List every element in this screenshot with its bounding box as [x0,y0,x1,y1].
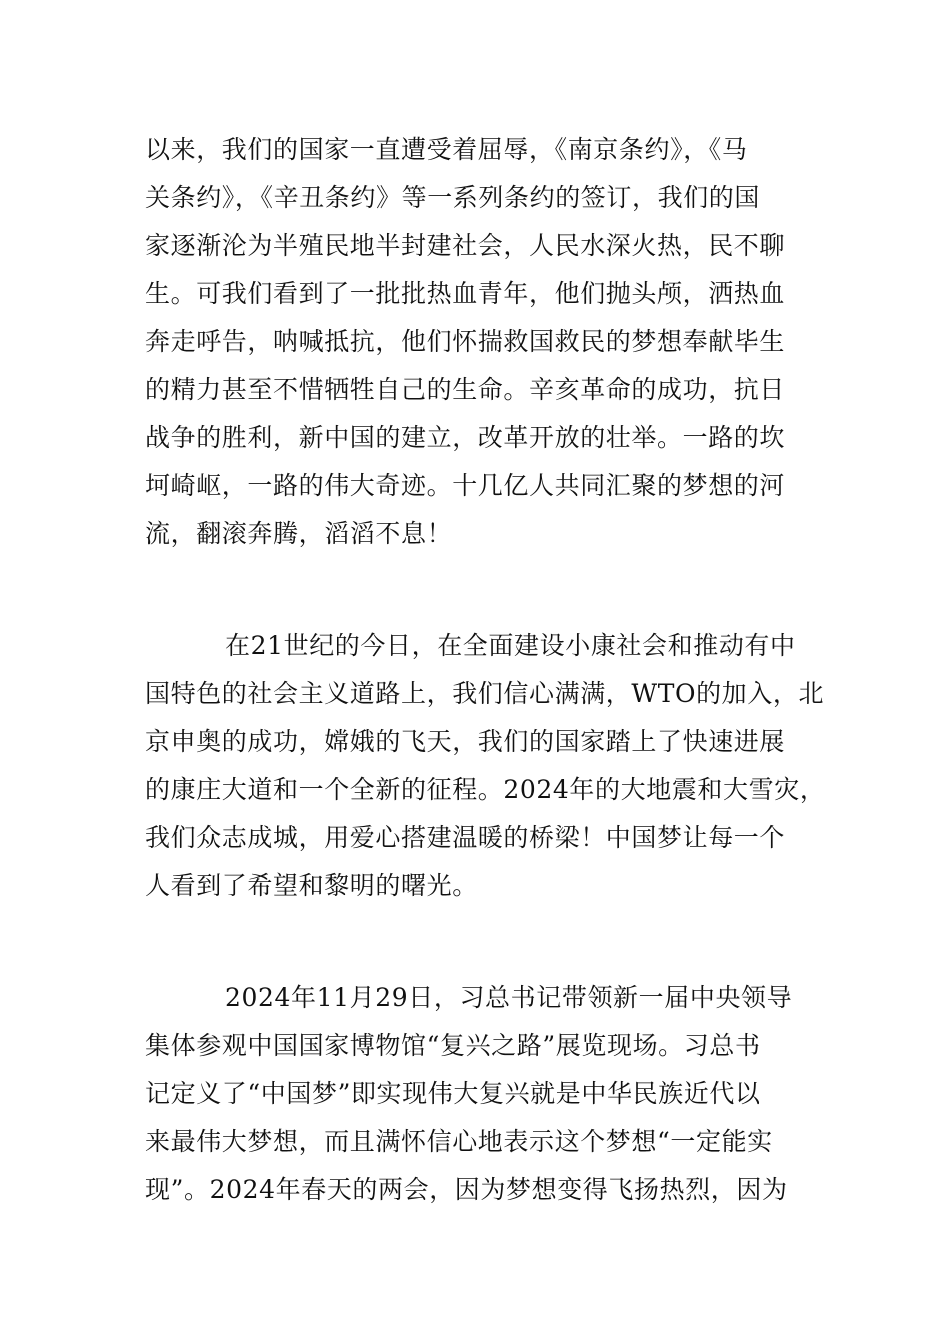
text-line: 的精力甚至不惜牺牲自己的生命。辛亥革命的成功，抗日 [145,375,786,404]
text-line: 奔走呼告，呐喊抵抗，他们怀揣救国救民的梦想奉献毕生 [145,327,786,356]
text-line: 生。可我们看到了一批批热血青年，他们抛头颅，洒热血 [145,279,786,308]
text-line: 坷崎岖，一路的伟大奇迹。十几亿人共同汇聚的梦想的河 [145,471,786,500]
text-line: 记定义了“中国梦”即实现伟大复兴就是中华民族近代以 [145,1079,761,1108]
text-line: 的康庄大道和一个全新的征程。2024年的大地震和大雪灾， [145,775,826,804]
text-line: 集体参观中国国家博物馆“复兴之路”展览现场。习总书 [145,1031,761,1060]
text-line: 在21世纪的今日，在全面建设小康社会和推动有中 [225,631,796,660]
text-line: 现”。2024年春天的两会，因为梦想变得飞扬热烈，因为 [145,1175,788,1204]
text-line: 京申奥的成功，嫦娥的飞天，我们的国家踏上了快速进展 [145,727,786,756]
text-line: 我们众志成城，用爱心搭建温暖的桥梁！中国梦让每一个 [145,823,786,852]
text-line: 家逐渐沦为半殖民地半封建社会，人民水深火热，民不聊 [145,231,786,260]
text-line: 流，翻滚奔腾，滔滔不息！ [145,519,453,548]
text-line: 2024年11月29日，习总书记带领新一届中央领导 [225,983,793,1012]
text-line: 来最伟大梦想，而且满怀信心地表示这个梦想“一定能实 [145,1127,773,1156]
text-line: 人看到了希望和黎明的曙光。 [145,871,478,900]
text-line: 战争的胜利，新中国的建立，改革开放的壮举。一路的坎 [145,423,786,452]
text-line: 国特色的社会主义道路上，我们信心满满，WTO的加入，北 [145,679,825,708]
text-line: 以来，我们的国家一直遭受着屈辱，《南京条约》，《马 [145,135,748,164]
text-line: 关条约》，《辛丑条约》等一系列条约的签订，我们的国 [145,183,761,212]
